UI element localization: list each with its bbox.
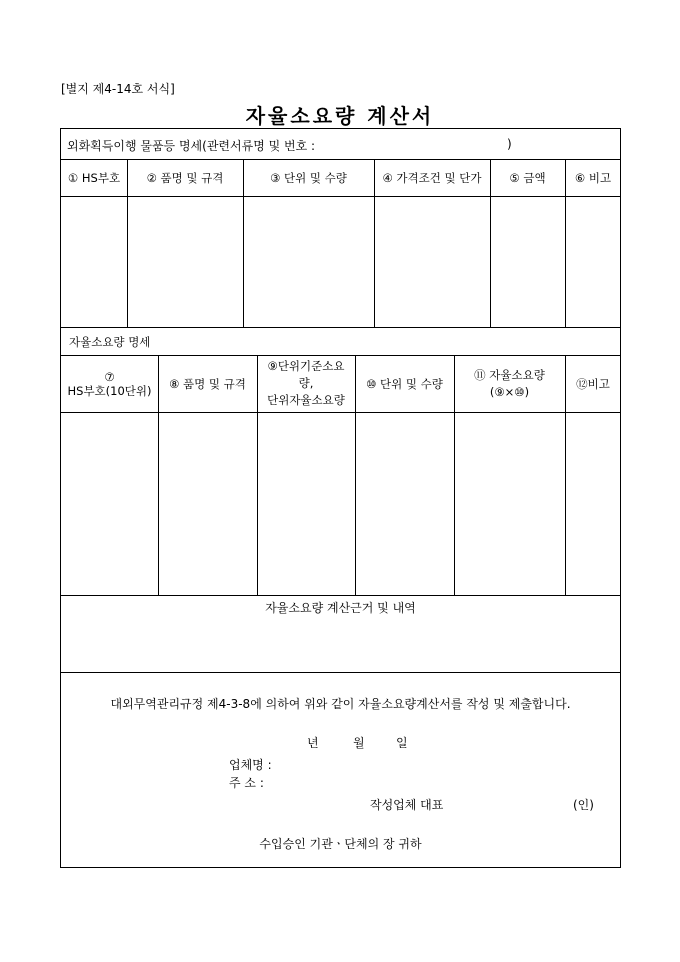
input-remarks-2[interactable]: [566, 413, 621, 595]
col-hs-code-10-line1: ⑦: [104, 369, 115, 384]
col-item-spec: ② 품명 및 규격: [146, 170, 224, 185]
form-number: [별지 제4-14호 서식]: [61, 82, 175, 96]
form-title: 자율소요량 계산서: [245, 104, 435, 128]
col-unit-quantity-2: ⑩ 단위 및 수량: [366, 376, 443, 391]
input-price-terms[interactable]: [375, 197, 490, 327]
col-unit-base-line1: ⑨단위기준소요: [267, 359, 345, 373]
input-item-spec[interactable]: [128, 197, 243, 327]
section2-heading: 자율소요량 명세: [69, 334, 151, 349]
representative-label: 작성업체 대표: [370, 798, 444, 812]
col-hs-code-10-line2: HS부호(10단위): [67, 383, 152, 398]
date-month-label: 월: [353, 736, 365, 750]
input-calculation-basis[interactable]: [61, 617, 621, 671]
form-frame: [60, 128, 621, 868]
col-unit-base-requirement: [257, 355, 355, 412]
col-self-requirement-line2: (⑨×⑩): [489, 384, 530, 399]
address-label: 주 소 :: [229, 776, 264, 790]
col-remarks-2: ⑫비고: [576, 376, 610, 391]
col-item-spec-2: ⑧ 품명 및 규격: [169, 376, 246, 391]
col-hs-code-10: [61, 355, 158, 412]
col-amount: ⑤ 금액: [509, 170, 546, 185]
col-unit-base-line2: 량,: [298, 376, 314, 390]
section3-heading: 자율소요량 계산근거 및 내역: [265, 601, 416, 615]
date-day-label: 일: [396, 736, 408, 750]
col-hs-code: ① HS부호: [67, 170, 121, 185]
input-remarks[interactable]: [566, 197, 621, 327]
section1-heading: 외화획득이행 물품등 명세(관련서류명 및 번호 :: [67, 139, 316, 153]
input-unit-quantity-2[interactable]: [356, 413, 454, 595]
input-hs-code-10[interactable]: [61, 413, 158, 595]
company-name-label: 업체명 :: [229, 758, 272, 772]
input-item-spec-2[interactable]: [159, 413, 257, 595]
col-remarks: ⑥ 비고: [574, 170, 612, 185]
input-self-requirement[interactable]: [455, 413, 565, 595]
col-price-terms: ④ 가격조건 및 단가: [382, 170, 482, 185]
section1-heading-close: ): [507, 137, 512, 151]
date-year-label: 년: [307, 736, 319, 750]
col-unit-quantity: ③ 단위 및 수량: [270, 170, 347, 185]
input-unit-base-requirement[interactable]: [258, 413, 355, 595]
addressee: 수입승인 기관ㆍ단체의 장 귀하: [259, 837, 422, 851]
input-hs-code[interactable]: [61, 197, 127, 327]
input-amount[interactable]: [491, 197, 565, 327]
row-divider: [61, 595, 620, 596]
row-divider: [61, 672, 620, 673]
col-self-requirement: [454, 355, 565, 412]
declaration-statement: 대외무역관리규정 제4-3-8에 의하여 위와 같이 자율소요량계산서를 작성 및 제출합니다.: [110, 697, 571, 711]
seal-label: (인): [573, 798, 594, 812]
col-unit-base-line3: 단위자율소요량: [267, 393, 345, 407]
col-self-requirement-line1: ⑪ 자율소요량: [474, 367, 545, 382]
input-unit-quantity[interactable]: [244, 197, 374, 327]
